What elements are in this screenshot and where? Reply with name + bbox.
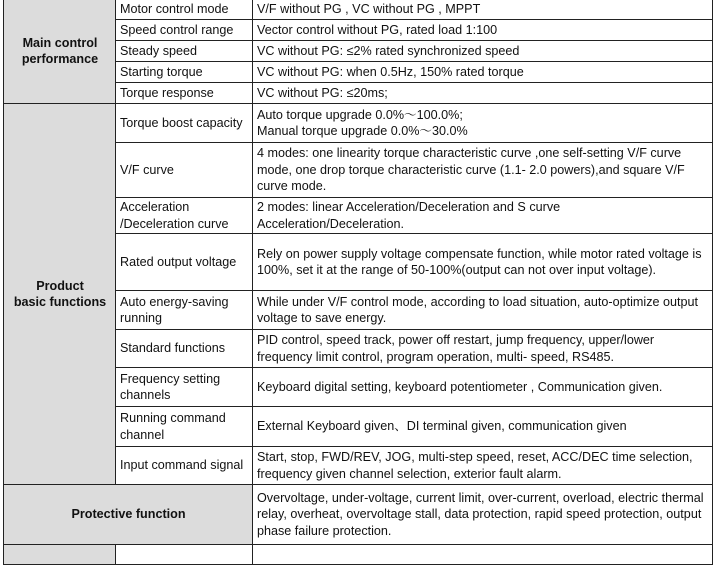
item-description: [253, 20, 713, 41]
description-text: Vector control without PG, rated load 1:100: [257, 22, 498, 37]
description-text: 2 modes: linear Acceleration/Deceleration and S curve Acceleration/Deceleration.: [257, 200, 561, 231]
category-cell-main-control: [4, 0, 116, 104]
item-label: Torque response: [116, 83, 253, 104]
table-row: [4, 545, 713, 565]
description-text: Overvoltage, under-voltage, current limit, over-current, overload, electric thermal relay, overheat, overvoltage stall, data protection, rapid speed protection, output phase failure protection.: [257, 490, 704, 538]
category-cell-product-basic-functions: [4, 104, 116, 485]
item-label: Motor control mode: [116, 0, 253, 20]
description-text: VC without PG: when 0.5Hz, 150% rated torque: [257, 64, 524, 79]
category-label: Product: [36, 278, 84, 293]
description-text: Manual torque upgrade 0.0%～30.0%: [257, 124, 468, 138]
description-text: PID control, speed track, power off restart, jump frequency, upper/lower frequency limit control, program operation, multi- speed, RS485.: [257, 333, 655, 364]
category-label: performance: [21, 52, 99, 66]
item-label: Running command channel: [116, 407, 253, 447]
item-label: Auto energy-saving running: [116, 291, 253, 330]
item-label: Torque boost capacity: [116, 104, 253, 143]
spec-table-body: [4, 0, 713, 565]
item-label: V/F curve: [116, 143, 253, 198]
item-description: [253, 143, 713, 198]
table-row: [4, 485, 713, 545]
item-description: [253, 545, 713, 565]
item-description: [253, 198, 713, 234]
item-description: [253, 104, 713, 143]
item-description: [253, 41, 713, 62]
category-label: basic functions: [13, 295, 107, 309]
item-description: [253, 83, 713, 104]
item-description: [253, 447, 713, 485]
category-cell-protective-function: [4, 485, 253, 545]
item-label: Starting torque: [116, 62, 253, 83]
description-text: While under V/F control mode, according to load situation, auto-optimize output voltage to save energy.: [257, 294, 699, 325]
description-text: Start, stop, FWD/REV, JOG, multi-step speed, reset, ACC/DEC time selection, frequency given channel selection, exterior fault alarm.: [257, 450, 693, 481]
item-description: [253, 368, 713, 407]
item-description: [253, 407, 713, 447]
item-description: [253, 0, 713, 20]
item-label: Rated output voltage: [116, 234, 253, 291]
description-text: VC without PG: ≤20ms;: [257, 85, 388, 100]
category-label: Main control: [22, 35, 98, 50]
item-description: [253, 62, 713, 83]
category-cell-next: [4, 545, 116, 565]
item-label: Speed control range: [116, 20, 253, 41]
description-text: Auto torque upgrade 0.0%～100.0%;: [257, 107, 463, 122]
description-text: VC without PG: ≤2% rated synchronized speed: [257, 43, 520, 58]
item-label: Standard functions: [116, 330, 253, 368]
description-text: V/F without PG , VC without PG , MPPT: [257, 1, 481, 16]
item-label: Input command signal: [116, 447, 253, 485]
description-text: 4 modes: one linearity torque characteristic curve ,one self-setting V/F curve mode, one drop torque characteristic curve (1.1- 2.0 powers),and square V/F curve mode.: [257, 146, 685, 194]
item-label: Frequency setting channels: [116, 368, 253, 407]
item-description: [253, 291, 713, 330]
description-text: External Keyboard given、DI terminal given, communication given: [257, 419, 627, 434]
description-text: Keyboard digital setting, keyboard potentiometer , Communication given.: [257, 379, 663, 394]
item-label: [116, 545, 253, 565]
item-description: [253, 330, 713, 368]
item-label: Acceleration /Deceleration curve: [116, 198, 253, 234]
spec-table: [3, 0, 713, 565]
category-label: Protective function: [71, 507, 186, 522]
item-description: [253, 234, 713, 291]
table-row: [4, 104, 713, 143]
item-label: Steady speed: [116, 41, 253, 62]
table-row: [4, 0, 713, 20]
item-description: [253, 485, 713, 545]
description-text: Rely on power supply voltage compensate function, while motor rated voltage is 100%, set it at the range of 50-100%(output can not over input voltage).: [257, 246, 702, 277]
